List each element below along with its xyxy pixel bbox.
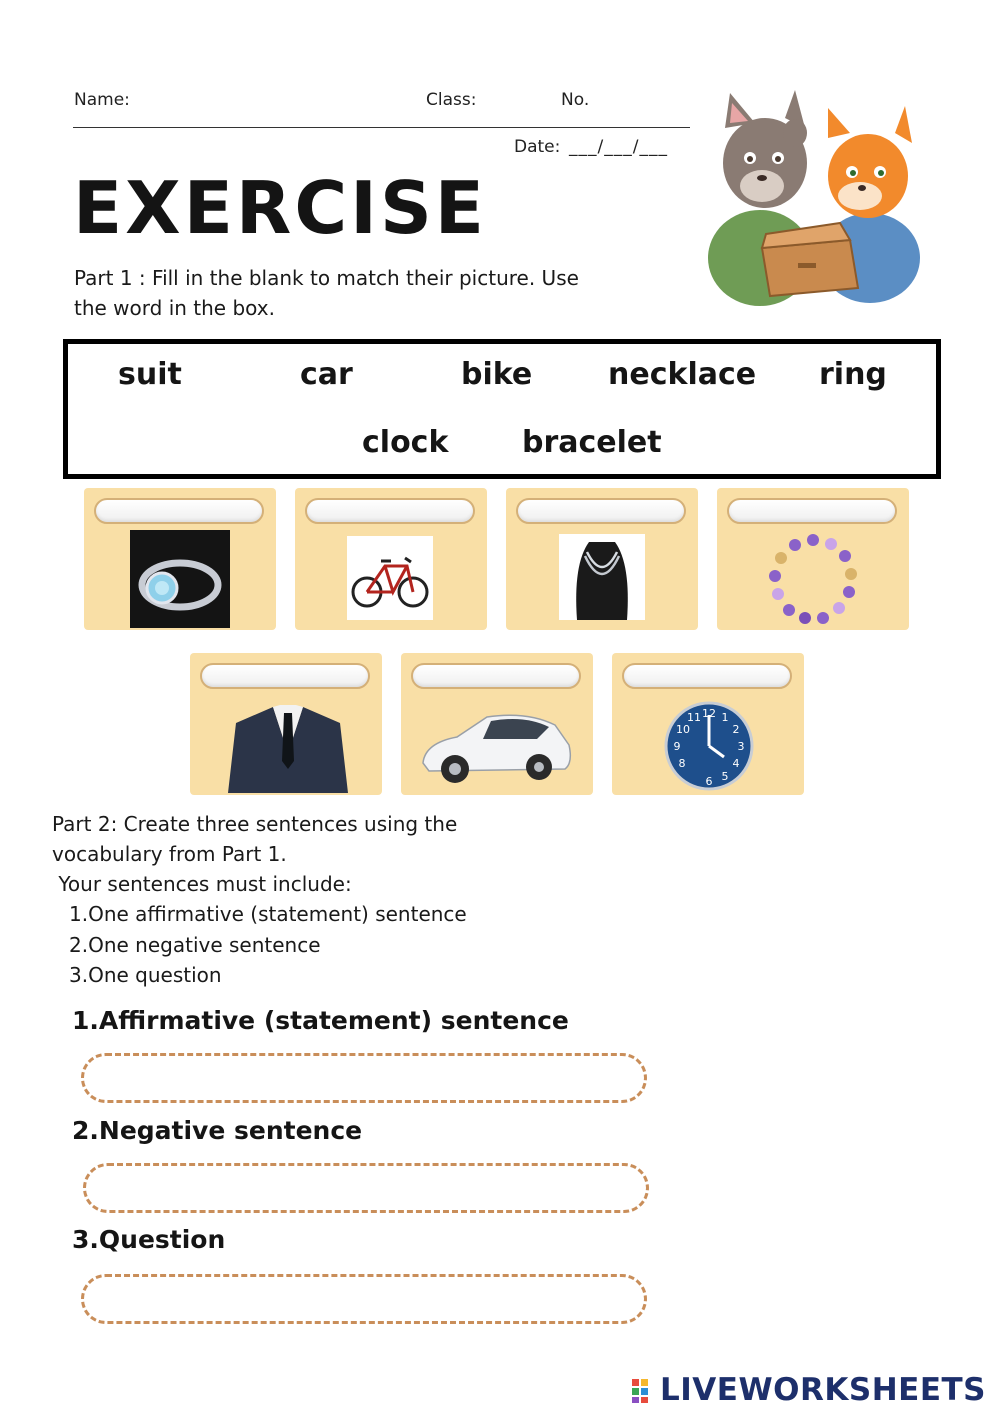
clock-number-1: 1 — [721, 711, 729, 724]
suit-image — [218, 703, 358, 793]
part2-instruction-line3: Your sentences must include: — [52, 872, 352, 896]
picture-card-ring — [84, 488, 276, 630]
answer-blank-car[interactable] — [411, 663, 581, 689]
part1-instruction-line2: the word in the box. — [74, 296, 275, 320]
answer-blank-ring[interactable] — [94, 498, 264, 524]
requirement-3-text: One question — [88, 963, 222, 987]
picture-card-suit — [190, 653, 382, 795]
number-label: No. — [561, 90, 590, 110]
answer-blank-suit[interactable] — [200, 663, 370, 689]
car-image — [417, 705, 577, 789]
header-divider — [73, 127, 690, 128]
clock-number-3: 3 — [737, 740, 745, 753]
word-clock: clock — [362, 425, 449, 460]
picture-card-bike — [295, 488, 487, 630]
requirement-1-text: One affirmative (statement) sentence — [88, 902, 467, 926]
answer-blank-clock[interactable] — [622, 663, 792, 689]
requirement-1 — [69, 899, 467, 929]
word-bike: bike — [461, 357, 533, 392]
liveworksheets-logo-icon — [632, 1379, 658, 1403]
clock-number-8: 8 — [678, 757, 686, 770]
liveworksheets-logo — [632, 1372, 986, 1408]
necklace-image — [559, 534, 645, 620]
requirement-2-text: One negative sentence — [88, 933, 321, 957]
picture-card-necklace — [506, 488, 698, 630]
clock-number-9: 9 — [673, 740, 681, 753]
part2-instruction-line2: vocabulary from Part 1. — [52, 842, 287, 866]
part2-instruction-line1: Part 2: Create three sentences using the — [52, 812, 458, 836]
bike-image — [347, 536, 433, 620]
liveworksheets-logo-text: LIVEWORKSHEETS — [660, 1372, 986, 1408]
clock-number-11: 11 — [687, 711, 701, 724]
requirement-3-number: 3. — [69, 963, 89, 987]
clock-number-10: 10 — [676, 723, 690, 736]
picture-card-bracelet — [717, 488, 909, 630]
requirement-1-number: 1. — [69, 902, 89, 926]
word-box — [63, 339, 941, 479]
picture-card-clock — [612, 653, 804, 795]
answer-blank-bike[interactable] — [305, 498, 475, 524]
clock-number-12: 12 — [702, 707, 716, 720]
word-car: car — [300, 357, 353, 392]
negative-answer-field[interactable] — [83, 1163, 649, 1213]
affirmative-heading: 1.Affirmative (statement) sentence — [72, 1006, 569, 1035]
picture-card-car — [401, 653, 593, 795]
bracelet-image — [763, 530, 863, 628]
clock-image — [664, 701, 754, 791]
word-bracelet: bracelet — [522, 425, 662, 460]
date-label: Date: — [514, 137, 561, 157]
name-label: Name: — [74, 90, 130, 110]
requirement-2-number: 2. — [69, 933, 89, 957]
mascot-illustration — [700, 88, 925, 308]
clock-number-4: 4 — [732, 757, 740, 770]
word-necklace: necklace — [608, 357, 757, 392]
ring-image — [130, 530, 230, 628]
clock-number-5: 5 — [721, 770, 729, 783]
word-ring: ring — [819, 357, 887, 392]
question-heading: 3.Question — [72, 1225, 226, 1254]
class-label: Class: — [426, 90, 477, 110]
requirement-2 — [69, 930, 321, 960]
clock-number-2: 2 — [732, 723, 740, 736]
answer-blank-bracelet[interactable] — [727, 498, 897, 524]
requirement-3 — [69, 960, 222, 990]
word-suit: suit — [118, 357, 182, 392]
page-title: EXERCISE — [73, 166, 487, 250]
clock-number-6: 6 — [705, 775, 713, 788]
negative-heading: 2.Negative sentence — [72, 1116, 363, 1145]
question-answer-field[interactable] — [81, 1274, 647, 1324]
part1-instruction-line1: Part 1 : Fill in the blank to match their picture. Use — [74, 266, 579, 290]
answer-blank-necklace[interactable] — [516, 498, 686, 524]
affirmative-answer-field[interactable] — [81, 1053, 647, 1103]
date-blank: ___/___/___ — [569, 137, 668, 157]
